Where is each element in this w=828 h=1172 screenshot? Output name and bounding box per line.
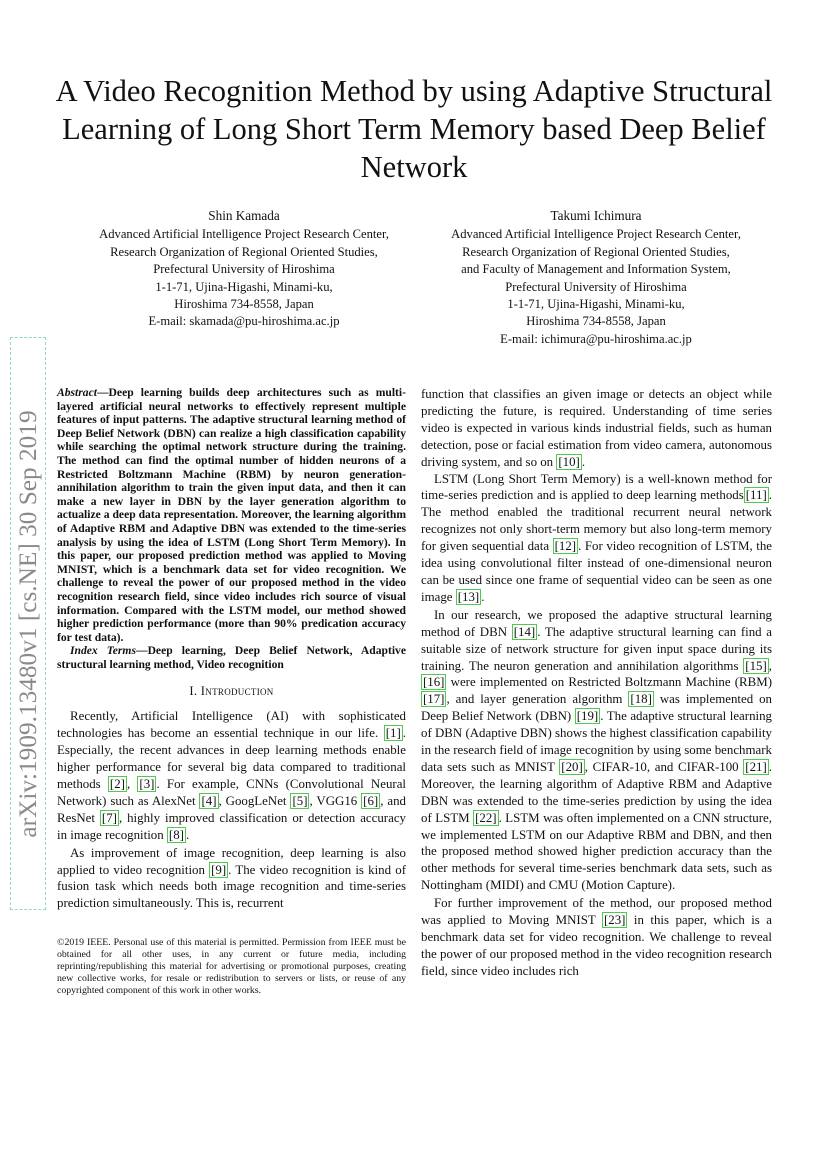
copyright-footnote: ©2019 IEEE. Personal use of this material is permitted. Permission from IEEE must be obtained for all other uses, in any current or future media, including reprinting/republishing this material for advertising or promotional purposes, creating new collective works, for resale or redistribution to servers or lists, or reuse of any copyrighted component of this work in other works. (57, 937, 406, 997)
paper-title: A Video Recognition Method by using Adaptive Structural Learning of Long Short Term Memory based Deep Belief Network (55, 74, 773, 184)
index-terms (57, 644, 406, 671)
citation-link[interactable]: [9] (211, 862, 227, 877)
author-line: Hiroshima 734-8558, Japan (174, 297, 314, 312)
arxiv-side-stamp[interactable] (10, 337, 46, 910)
citation-link[interactable]: [8] (168, 827, 184, 842)
paragraph: Recently, Artificial Intelligence (AI) with sophisticated technologies has become an essential technique in our life. [1] . Especially, the recent advances in deep learning methods enable higher performance for several big data compared to traditional methods [2] , [3] . For example, CNNs (Convolutional Neural Network) such as AlexNet [4] , GoogLeNet [5] , VGG16 [6] , and ResNet [7] , highly improved classification or detection accuracy in image recognition [8] . (57, 709, 406, 842)
citation-link[interactable]: [20] (561, 759, 583, 774)
index-terms-text: —Deep learning, Deep Belief Network, Adaptive structural learning method, Video recognition (57, 644, 406, 671)
paragraph: In our research, we proposed the adaptive structural learning method of DBN [14] . The adaptive structural learning can find a suitable size of network structure for given input space during its training. The neuron generation and annihilation algorithms [15] , [16] were implemented on Restricted Boltzmann Machine (RBM) [17] , and layer generation algorithm [18] was implemented on Deep Belief Network (DBN) [19] . The adaptive structural learning of DBN (Adaptive DBN) shows the highest classification capability in the research field of image recognition by using some benchmark data sets such as MNIST [20] , CIFAR-10, and CIFAR-100 [21] . Moreover, the learning algorithm of Adaptive RBM and Adaptive DBN was extended to the time-series prediction by using the idea of LSTM [22] . LSTM was often implemented on a CNN structure, we implemented LSTM on our Adaptive RBM and DBN, and then the proposed method showed higher prediction accuracy than the other methods for several time-series benchmark data sets, such as Nottingham (MIDI) and CMU (Motion Capture). (421, 607, 773, 893)
author-line: Prefectural University of Hiroshima (505, 279, 687, 294)
left-column (57, 386, 406, 912)
author-line: Hiroshima 734-8558, Japan (526, 314, 666, 329)
citation-link[interactable]: [15] (745, 658, 767, 673)
right-column (421, 386, 772, 980)
paragraph: As improvement of image recognition, deep learning is also applied to video recognition [9] . The video recognition is kind of fusion task which needs both image recognition and time-series prediction simultaneously. This is, recurrent (57, 845, 406, 911)
citation-link[interactable]: [10] (558, 454, 580, 469)
citation-link[interactable]: [23] (603, 913, 626, 928)
citation-link[interactable]: [17] (423, 692, 445, 707)
citation-link[interactable]: [19] (576, 709, 599, 724)
section-title: Introduction (200, 684, 274, 699)
citation-link[interactable]: [12] (554, 539, 577, 554)
citation-link[interactable]: [5] (292, 793, 308, 808)
citation-link[interactable]: [21] (745, 759, 767, 774)
section-heading (57, 683, 406, 700)
paragraph: LSTM (Long Short Term Memory) is a well-known method for time-series prediction and is applied to deep learning methods [11] . The method enabled the traditional recurrent neural network recognizes not only short-term memory but also long-term memory for given sequential data [12] . For video recognition of LSTM, the idea using convolutional filter instead of one-dimensional neuron can be used since one frame of sequential video can be seen as one image [13] . (421, 471, 772, 604)
citation-link[interactable]: [1] (385, 726, 401, 741)
author-line: Research Organization of Regional Oriented Studies, (110, 244, 378, 259)
author-email: E-mail: ichimura@pu-hiroshima.ac.jp (500, 331, 692, 346)
abstract-text: —Deep learning builds deep architectures such as multi-layered artificial neural networks to effectively represent multiple features of input patterns. The adaptive structural learning method of Deep Belief Network (DBN) can realize a high classification capability while searching the optimal network structure during the training. The method can find the optimal number of hidden neurons of a Restricted Boltzmann Machine (RBM) by neuron generation-annihilation algorithm to train the given input data, and then it can make a new layer in DBN by the layer generation algorithm to actualize a deep data representation. Moreover, the learning algorithm of Adaptive RBM and Adaptive DBN was extended to the time-series analysis by using the idea of LSTM (Long Short Term Memory). In this paper, our proposed prediction method was applied to Moving MNIST, which is a benchmark data set for video recognition. We challenge to reveal the power of our proposed method in the video recognition research field, since video includes rich source of visual information. Compared with the LSTM model, our method showed higher prediction performance (more than 90% predication accuracy for test data). (57, 386, 406, 644)
author-line: Prefectural University of Hiroshima (153, 262, 335, 277)
author-line: 1-1-71, Ujina-Higashi, Minami-ku, (155, 279, 333, 294)
paragraph-continued: function that classifies an given image or detects an object while predicting the future, is required. Understanding of time series video is expected in various kinds industrial fields, such as human detection, pose or facial estimation from video camera, autonomous driving system, and so on [10] . (421, 387, 772, 469)
citation-link[interactable]: [7] (101, 810, 117, 825)
citation-link[interactable]: [11] (745, 488, 767, 503)
citation-link[interactable]: [18] (630, 692, 652, 707)
paragraph: For further improvement of the method, our proposed method was applied to Moving MNIST [23] in this paper, which is a benchmark data set for video recognition. We challenge to reveal the power of our proposed method in the video recognition research field, since video includes rich (421, 896, 772, 978)
citation-link[interactable]: [4] (201, 793, 217, 808)
author-name: Takumi Ichimura (550, 208, 642, 223)
author-email: E-mail: skamada@pu-hiroshima.ac.jp (148, 314, 340, 329)
author-line: 1-1-71, Ujina-Higashi, Minami-ku, (507, 297, 685, 312)
author-name: Shin Kamada (208, 208, 280, 223)
citation-link[interactable]: [3] (139, 777, 155, 791)
author-block-2 (412, 207, 780, 348)
section-number: I. (189, 684, 198, 699)
author-line: Research Organization of Regional Oriented Studies, (462, 244, 730, 259)
abstract (57, 386, 406, 644)
arxiv-identifier: arXiv:1909.13480v1 [cs.NE] 30 Sep 2019 (14, 409, 42, 838)
index-terms-label: Index Terms (70, 644, 136, 658)
author-block-1 (60, 207, 428, 331)
author-line: Advanced Artificial Intelligence Project Research Center, (99, 227, 389, 242)
abstract-label: Abstract (57, 386, 97, 399)
citation-link[interactable]: [13] (457, 589, 480, 604)
author-line: and Faculty of Management and Information System, (461, 262, 731, 277)
author-line: Advanced Artificial Intelligence Project Research Center, (451, 227, 741, 242)
citation-link[interactable]: [14] (513, 624, 536, 639)
citation-link[interactable]: [22] (475, 810, 497, 825)
citation-link[interactable]: [6] (363, 793, 379, 808)
citation-link[interactable]: [2] (109, 777, 125, 791)
citation-link[interactable]: [16] (423, 675, 445, 690)
